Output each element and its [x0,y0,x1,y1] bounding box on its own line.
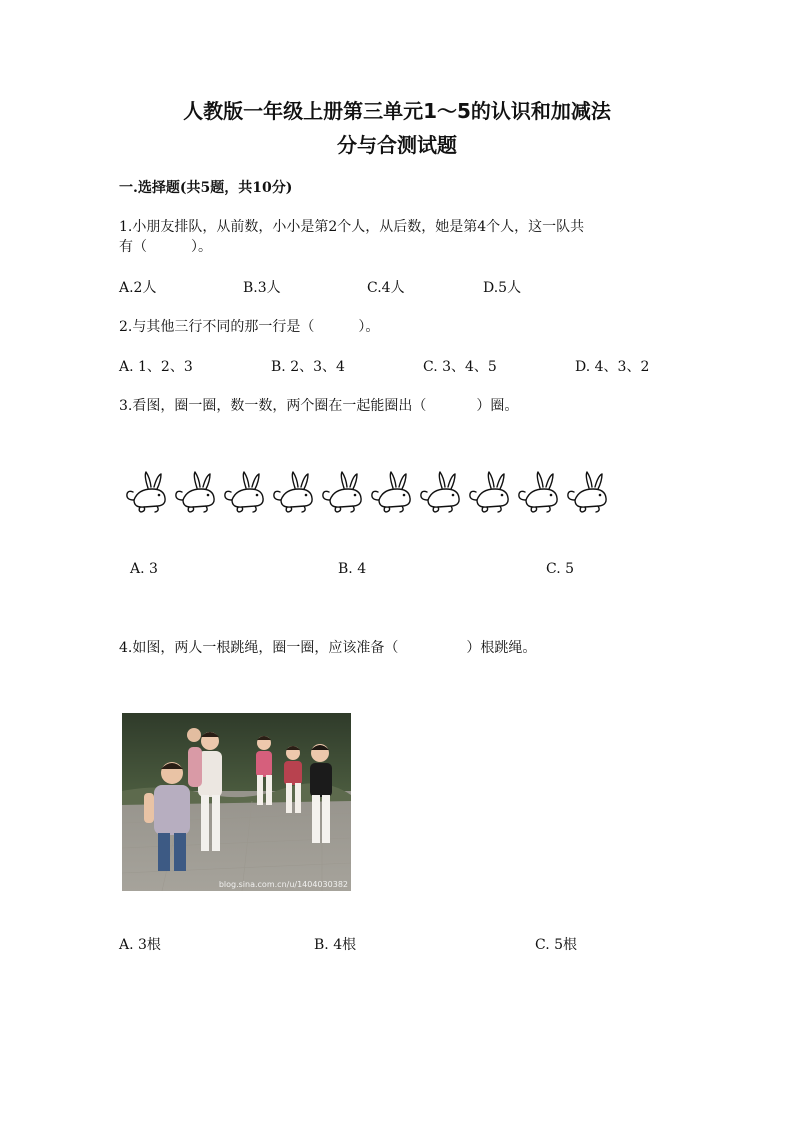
q4-option-c[interactable]: C. 5根 [535,937,578,953]
rabbit-icon [274,472,312,512]
q1-option-d[interactable]: D.5人 [483,280,522,296]
q2-text [119,317,379,337]
q3-option-b[interactable]: B. 4 [338,561,367,577]
q4-option-b[interactable]: B. 4根 [314,937,357,953]
photo-watermark: blog.sina.com.cn/u/1404030382 [218,880,348,889]
q4-text [119,638,536,658]
q1-text-pre: 有（ [119,239,147,255]
q2-option-c[interactable]: C. 3、4、5 [423,359,497,375]
q1-option-c[interactable]: C.4人 [367,280,405,296]
q4-text-pre: 4.如图，两人一根跳绳，圈一圈，应该准备（ [119,640,399,656]
rabbit-icon [372,472,410,512]
q1-option-b[interactable]: B.3人 [243,280,281,296]
q4-option-a[interactable]: A. 3根 [119,937,161,953]
rabbit-icon [176,472,214,512]
q2-option-b[interactable]: B. 2、3、4 [271,359,345,375]
rabbits-illustration [124,470,624,516]
q3-text-pre: 3.看图，圈一圈，数一数，两个圈在一起能圈出（ [119,398,427,414]
q3-text-post: ）圈。 [476,398,519,414]
q2-text-pre: 2.与其他三行不同的那一行是（ [119,319,315,335]
q1-text-post: ）。 [191,239,212,255]
rabbit-icon [470,472,508,512]
page-title-line-1: 人教版一年级上册第三单元1～5的认识和加减法 [183,99,611,123]
rabbit-icon [568,472,606,512]
q1-text-line-2 [119,237,212,257]
rabbit-icon [421,472,459,512]
q3-option-a[interactable]: A. 3 [130,561,158,577]
q2-text-post: ）。 [358,319,380,335]
page-title-line-2: 分与合测试题 [337,133,457,157]
q3-text [119,396,518,416]
rabbit-icon [323,472,361,512]
q1-option-a[interactable]: A.2人 [119,280,157,296]
rabbit-icon [127,472,165,512]
q4-text-post: ）根跳绳。 [466,640,537,656]
children-running-photo [122,713,351,891]
q2-option-a[interactable]: A. 1、2、3 [119,359,193,375]
q2-option-d[interactable]: D. 4、3、2 [575,359,650,375]
rabbit-icon [519,472,557,512]
q3-option-c[interactable]: C. 5 [546,561,575,577]
section-heading: 一.选择题(共5题，共10分) [119,180,293,196]
q1-text-line-1: 1.小朋友排队，从前数，小小是第2个人，从后数，她是第4个人，这一队共 [119,219,585,235]
rabbit-icon [225,472,263,512]
